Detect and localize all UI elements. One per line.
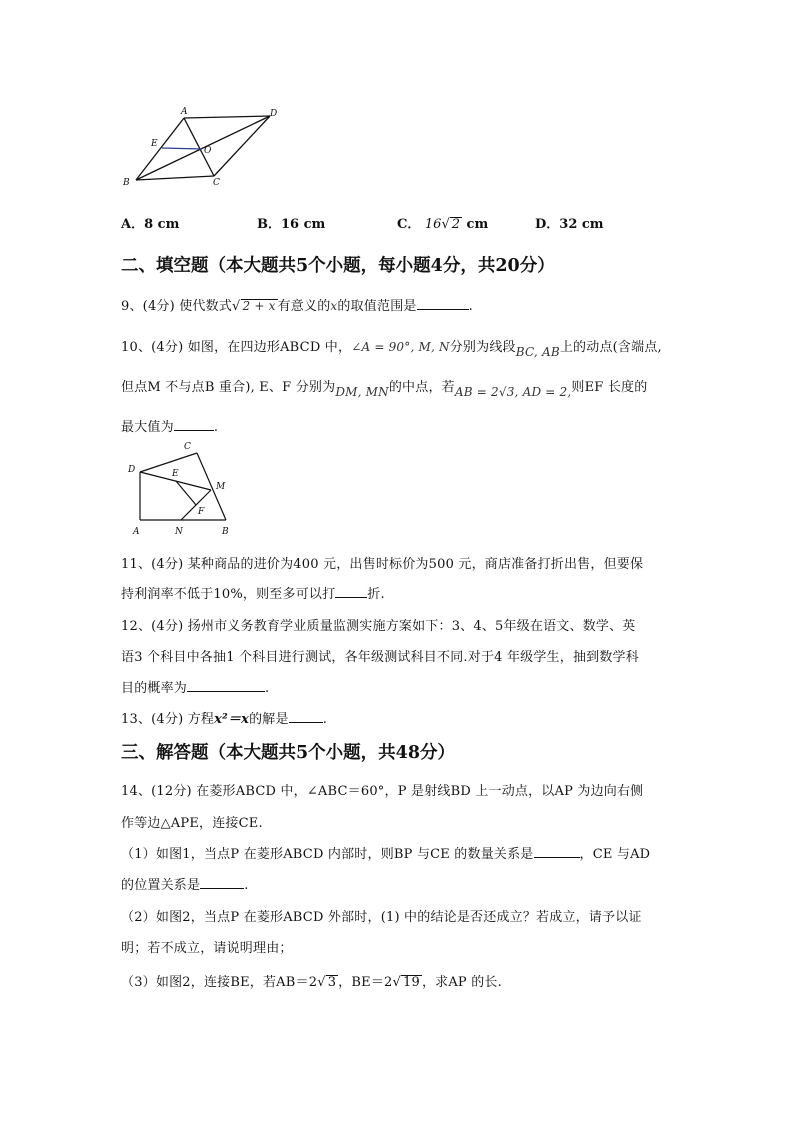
q10-l1-math2: BC, AB xyxy=(515,345,560,359)
q10-l1-c: 上的动点(含端点, xyxy=(559,340,662,355)
q9-suffix: 的取值范围是 xyxy=(337,299,417,314)
section-2-heading: 二、填空题（本大题共5个小题，每小题4分，共20分） xyxy=(121,256,555,276)
q14-p3-radicand-1: 3 xyxy=(327,975,337,990)
question-10-line-1 xyxy=(121,336,662,359)
label-a: A xyxy=(133,527,140,537)
segment-ef xyxy=(176,481,196,505)
option-c-unit: cm xyxy=(466,217,489,232)
label-c: C xyxy=(184,442,191,452)
option-c-coef: 16 xyxy=(424,217,442,232)
question-14-part-1-line-1 xyxy=(121,843,650,862)
parallelogram-figure xyxy=(118,104,288,192)
question-14-line-1: 14、(12分) 在菱形ABCD 中，∠ABC＝60°，P 是射线BD 上一动点，以AP 为边向右侧 xyxy=(121,784,644,799)
q11-l2-b: 折. xyxy=(367,587,385,602)
question-11-line-1: 11、(4分) 某种商品的进价为400 元，出售时标价为500 元，商店准备打折出售，但要保 xyxy=(121,557,644,572)
q9-radicand: 2 + x xyxy=(242,299,276,313)
label-n: N xyxy=(175,527,183,537)
q11-answer-blank[interactable] xyxy=(335,585,367,598)
q10-l2-b: 的中点，若 xyxy=(388,380,455,395)
q10-answer-blank[interactable] xyxy=(174,418,214,431)
segment-eo xyxy=(162,148,202,149)
q10-l1-math: ∠A = 90°, M, N xyxy=(351,340,450,354)
q14-p3-c: ，求AP 的长. xyxy=(421,975,502,990)
q14-p3-b: ，BE＝2 xyxy=(338,975,393,990)
option-a: A．8 cm xyxy=(121,217,180,232)
label-e: E xyxy=(172,469,179,479)
question-12-line-1: 12、(4分) 扬州市义务教育学业质量监测实施方案如下：3、4、5年级在语文、数学、英 xyxy=(121,619,636,634)
question-14-part-2-line-1: （2）如图2，当点P 在菱形ABCD 外部时，(1) 中的结论是否还成立？若成立，请予以证 xyxy=(121,910,642,925)
q14-p3-radicand-2: 19 xyxy=(402,975,420,990)
q10-l3-end: . xyxy=(213,420,219,435)
option-d: D．32 cm xyxy=(535,217,604,232)
label-b: B xyxy=(222,527,229,537)
label-a: A xyxy=(181,107,188,117)
label-o: O xyxy=(204,146,212,156)
label-d: D xyxy=(270,109,278,119)
section-3-heading: 三、解答题（本大题共5个小题，共48分） xyxy=(121,743,456,763)
q9-var: x xyxy=(330,299,338,313)
label-e: E xyxy=(151,139,158,149)
question-14-part-3: （3）如图2，连接BE，若AB＝2√ 3 ，BE＝2√ 19 ，求AP 的长. xyxy=(121,975,502,990)
q14-p1-c: 的位置关系是 xyxy=(121,878,201,893)
q10-l1-b: 分别为线段 xyxy=(449,340,516,355)
option-c-radicand: 2 xyxy=(451,217,461,232)
label-b: B xyxy=(123,178,130,188)
q14-p3-a: （3）如图2，连接BE，若AB＝2 xyxy=(121,975,318,990)
question-12-line-2: 语3 个科目中各抽1 个科目进行测试，各年级测试科目不同.对于4 年级学生，抽到数学科 xyxy=(121,650,639,665)
q13-mid: 的解是 xyxy=(249,712,289,727)
q14-p1-end: . xyxy=(244,878,249,893)
option-b: B．16 cm xyxy=(257,217,326,232)
option-c: C． 16√ 2 cm xyxy=(397,217,489,232)
question-10-line-3 xyxy=(121,416,218,435)
option-c-prefix: C． xyxy=(397,217,421,232)
q10-l2-math2: AB = 2√3, AD = 2, xyxy=(454,385,572,399)
q10-l2-math: DM, MN xyxy=(335,385,389,399)
question-14-part-1-line-2 xyxy=(121,874,249,893)
q9-prefix: 9、(4分) 使代数式 xyxy=(121,299,233,314)
q13-prefix: 13、(4分) 方程 xyxy=(121,712,215,727)
edge-cd xyxy=(140,453,197,472)
q13-answer-blank[interactable] xyxy=(289,710,323,723)
q11-l2-a: 持利润率不低于10%，则至多可以打 xyxy=(121,587,336,602)
question-9: 9、(4分) 使代数式√ 2 + x 有意义的x的取值范围是 . xyxy=(121,299,473,314)
question-13 xyxy=(121,708,327,727)
q10-l2-c: 则EF 长度的 xyxy=(571,380,648,395)
q9-answer-blank[interactable] xyxy=(417,297,469,310)
q14-p1-blank-2[interactable] xyxy=(200,876,244,889)
question-12-line-3 xyxy=(121,677,269,696)
q9-end: . xyxy=(468,299,473,314)
edge-ad xyxy=(184,116,270,118)
q14-p1-blank-1[interactable] xyxy=(534,845,580,858)
label-f: F xyxy=(198,507,205,517)
question-14-part-2-line-2: 明；若不成立，请说明理由； xyxy=(121,941,293,956)
q10-l1-a: 10、(4分) 如图，在四边形ABCD 中， xyxy=(121,340,352,355)
edge-bc xyxy=(136,176,214,180)
q12-l3-end: . xyxy=(265,681,270,696)
q10-l3-a: 最大值为 xyxy=(121,420,174,435)
question-10-line-2 xyxy=(121,376,648,399)
q14-p1-a: （1）如图1，当点P 在菱形ABCD 内部时，则BP 与CE 的数量关系是 xyxy=(121,847,534,862)
label-m: M xyxy=(216,482,226,492)
q10-l2-a: 但点M 不与点B 重合), E、F 分别为 xyxy=(121,380,336,395)
q13-equation: x²＝x xyxy=(214,712,250,727)
q9-mid: 有意义的 xyxy=(277,299,331,314)
q12-answer-blank[interactable] xyxy=(187,679,265,692)
question-11-line-2 xyxy=(121,583,385,602)
q14-p1-b: ，CE 与AD xyxy=(579,847,651,862)
quadrilateral-figure xyxy=(125,438,245,540)
label-d: D xyxy=(128,465,136,475)
q12-l3-a: 目的概率为 xyxy=(121,681,188,696)
label-c: C xyxy=(213,178,220,188)
edge-dc xyxy=(214,116,270,176)
question-14-line-2: 作等边△APE，连接CE. xyxy=(121,816,263,831)
q13-end: . xyxy=(322,712,328,727)
